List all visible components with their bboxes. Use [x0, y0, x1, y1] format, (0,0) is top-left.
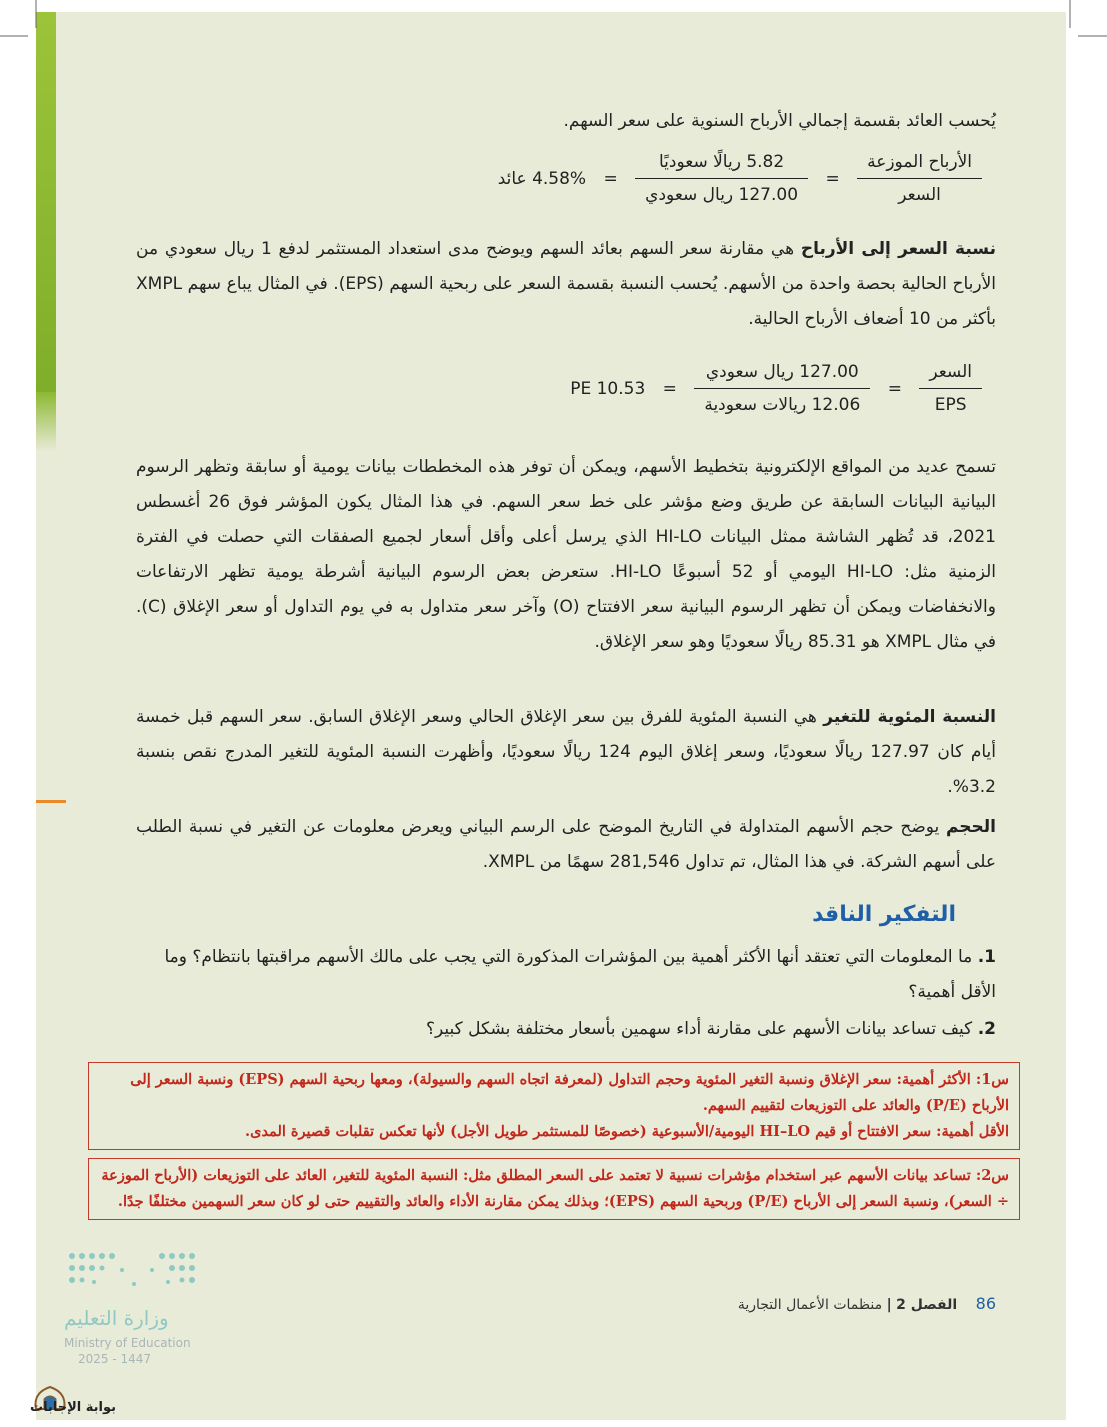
- yield-lhs-numerator: الأرباح الموزعة: [857, 152, 982, 179]
- question-1-text: ما المعلومات التي تعتقد أنها الأكثر أهمية بين المؤشرات المذكورة التي يجب على مالك الأسهم مراقبتها بانتظام؟ وما الأقل أهمية؟: [164, 947, 996, 1002]
- yield-lhs-fraction: [857, 152, 982, 205]
- pe-formula: [564, 362, 988, 415]
- page-footer: [738, 1294, 996, 1313]
- pe-ratio-body: هي مقارنة سعر السهم بعائد السهم ويوضح مدى استعداد المستثمر لدفع 1 ريال سعودي من الأرباح الحالية بحصة واحدة من الأسهم. يُحسب النسبة بقسمة السعر على ربحية السهم (EPS). في المثال يباع سهم XMPL بأكثر من 10 أضعاف الأرباح الحالية.: [136, 239, 996, 329]
- yield-formula: [492, 152, 988, 205]
- yield-rhs-numerator: 5.82 ريالًا سعوديًا: [635, 152, 808, 179]
- question-1-number: 1.: [977, 947, 996, 967]
- pe-lhs-denominator: EPS: [934, 395, 967, 415]
- volume-body: يوضح حجم الأسهم المتداولة في التاريخ الموضح على الرسم البياني ويعرض معلومات عن التغير في نسبة الطلب على أسهم الشركة. في هذا المثال، تم تداول 281,546 سهمًا من XMPL.: [136, 817, 996, 872]
- equals-sign: =: [825, 168, 840, 189]
- pe-rhs-denominator: 12.06 ريالات سعودية: [704, 395, 861, 415]
- green-side-bar: [36, 12, 56, 392]
- paragraph-volume: [136, 810, 996, 880]
- pe-lhs-fraction: [919, 362, 982, 415]
- pe-result: 10.53 PE: [570, 378, 646, 399]
- term-pe-ratio: نسبة السعر إلى الأرباح: [800, 239, 996, 259]
- equals-sign: =: [887, 378, 902, 399]
- chapter-label: الفصل 2: [896, 1297, 958, 1313]
- page-number: 86: [975, 1294, 996, 1313]
- answer-2-text: س2: تساعد بيانات الأسهم عبر استخدام مؤشرات نسبية لا تعتمد على السعر المطلق مثل: النسبة المئوية للتغير، العائد على التوزيعات (الأرباح الموزعة ÷ السعر)، ونسبة السعر إلى الأرباح (P/E) وربحية السهم (EPS)؛ وبذلك يمكن مقارنة الأداء والعائد والتقييم حتى لو كان سعر السهمين مختلفًا جدًا.: [101, 1167, 1009, 1210]
- paragraph-charts: تسمح عديد من المواقع الإلكترونية بتخطيط الأسهم، ويمكن أن توفر هذه المخططات بيانات يومية أو سابقة وتظهر الرسوم البيانية البيانات السابقة عن طريق وضع مؤشر على خط سعر السهم. في هذا المثال يكون المؤشر فوق 26 أغسطس 2021، قد تُظهر الشاشة ممثل البيانات HI-LO الذي يرسل أعلى وأقل أسعار لجميع الصفقات التي حصلت في الفترة الزمنية مثل: HI-LO اليومي أو 52 أسبوعًا HI-LO. ستعرض بعض الرسوم البيانية أشرطة يومية تظهر الارتفاعات والانخفاضات ويمكن أن تظهر الرسوم البيانية سعر الافتتاح (O) وآخر سعر متداول به في يوم التداول أو سعر الإغلاق (C). في مثال XMPL هو 85.31 ريالًا سعوديًا وهو سعر الإغلاق.: [136, 457, 996, 652]
- pe-rhs-fraction: [694, 362, 870, 415]
- equals-sign: =: [603, 168, 618, 189]
- answer-box-2: [88, 1158, 1020, 1220]
- question-2-text: كيف تساعد بيانات الأسهم على مقارنة أداء سهمين بأسعار مختلفة بشكل كبير؟: [426, 1019, 973, 1039]
- question-2-number: 2.: [977, 1019, 996, 1039]
- paragraph-pe-ratio: [136, 232, 996, 337]
- yield-rhs-denominator: 127.00 ريال سعودي: [645, 185, 799, 205]
- answer-box-1: [88, 1062, 1020, 1150]
- answer-1-line-2: الأقل أهمية: سعر الافتتاح أو قيم HI–LO اليومية/الأسبوعية (خصوصًا للمستثمر طويل الأجل) لأنها تعكس تقلبات قصيرة المدى.: [245, 1123, 1009, 1140]
- ministry-year: 2025 - 1447: [78, 1352, 152, 1366]
- textbook-page: [36, 12, 1066, 1420]
- chapter-title: منظمات الأعمال التجارية: [737, 1297, 883, 1313]
- yield-rhs-fraction: [635, 152, 808, 205]
- term-percent-change: النسبة المئوية للتغير: [823, 707, 996, 727]
- crop-marks: [0, 0, 1107, 60]
- section-heading: التفكير الناقد: [812, 902, 956, 927]
- answers-portal-label: بوابة الإجابات: [30, 1400, 116, 1415]
- green-side-bar-fade: [36, 392, 56, 452]
- paragraph-percent-change: [136, 700, 996, 805]
- question-2: [136, 1012, 996, 1047]
- pe-lhs-numerator: السعر: [919, 362, 982, 389]
- orange-margin-mark: [36, 800, 66, 803]
- question-1: [136, 940, 996, 1010]
- ministry-name-ar: وزارة التعليم: [64, 1306, 169, 1330]
- percent-change-body: هي النسبة المئوية للفرق بين سعر الإغلاق الحالي وسعر الإغلاق السابق. سعر السهم قبل خمسة أيام كان 127.97 ريالًا سعوديًا، وسعر إغلاق اليوم 124 ريالًا سعوديًا، وأظهرت النسبة المئوية للتغير المدرج نقص بنسبة 3.2%.: [136, 707, 996, 797]
- answer-1-line-1: س1: الأكثر أهمية: سعر الإغلاق ونسبة التغير المئوية وحجم التداول (لمعرفة اتجاه السهم والسيولة)، ومعها ربحية السهم (EPS) ونسبة السعر إلى الأرباح (P/E) والعائد على التوزيعات لتقييم السهم.: [130, 1071, 1009, 1114]
- yield-result: 4.58% عائد: [497, 168, 587, 189]
- yield-lhs-denominator: السعر: [898, 185, 941, 205]
- pe-rhs-numerator: 127.00 ريال سعودي: [694, 362, 870, 389]
- term-volume: الحجم: [945, 817, 996, 837]
- footer-separator: |: [886, 1297, 892, 1313]
- ministry-logo-icon: [64, 1248, 204, 1298]
- equals-sign: =: [662, 378, 677, 399]
- paragraph-yield: يُحسب العائد بقسمة إجمالي الأرباح السنوية على سعر السهم.: [563, 111, 996, 131]
- ministry-name-en: Ministry of Education: [64, 1336, 191, 1350]
